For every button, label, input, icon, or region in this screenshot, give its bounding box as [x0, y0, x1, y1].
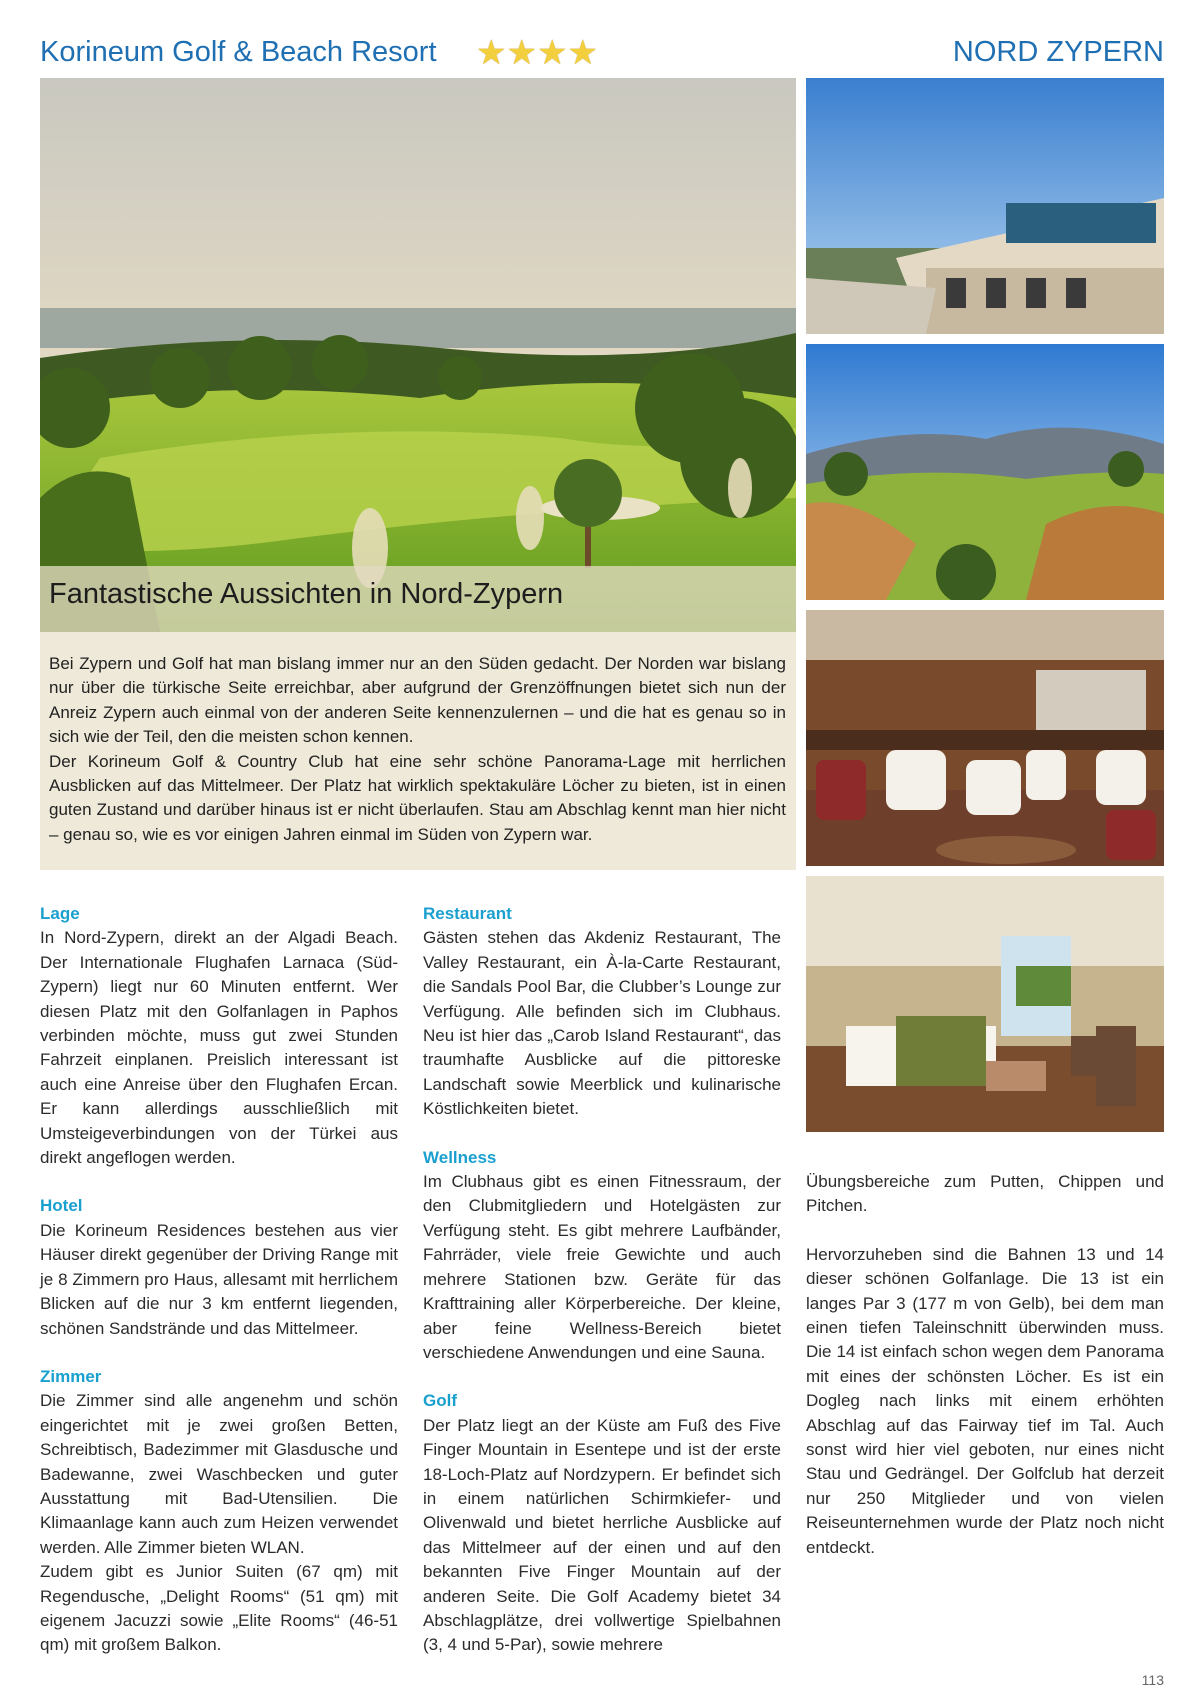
section-text-golf-continued: Übungsbereiche zum Putten, Chippen und Pitchen.: [806, 1172, 1164, 1216]
intro-paragraph: Bei Zypern und Golf hat man bislang immer nur an den Süden gedacht. Der Norden war bislang nur über die türkische Seite erreichbar, aber aufgrund der Grenzöffnungen bietet sich nun der Anreiz Zypern auch einmal von der anderen Seite kennenzulernen – und die hat es genau so in sich wie der Teil, den die meisten schon kennen.: [49, 654, 786, 747]
section-heading-zimmer: Zimmer: [40, 1366, 102, 1386]
star-icon: ★: [567, 34, 598, 72]
section-text-golf-holes: Hervorzuheben sind die Bahnen 13 und 14 dieser schönen Golfanlage. Die 13 ist ein langes Par 3 (177 m von Gelb), bei dem man einen tiefen Taleinschnitt überwinden muss. Die 14 ist einfach schon wegen dem Panorama mit eines der schönsten Löcher. Es ist ein Dogleg nach links mit einem erhöhten Abschlag auf das Fairway tief im Tal. Auch sonst wird hier viel geboten, nur eines nicht Stau und Gedrängel. Der Golfclub hat derzeit nur 250 Mitglieder und von vielen Reiseunternehmen wurde der Platz noch nicht entdeckt.: [806, 1244, 1164, 1557]
section-text-zimmer-suites: Zudem gibt es Junior Suiten (67 qm) mit Regendusche, „Delight Rooms“ (51 qm) mit eigenem Jacuzzi sowie „Elite Rooms“ (46-51 qm) mit großem Balkon.: [40, 1562, 398, 1655]
section-text-wellness: Im Clubhaus gibt es einen Fitnessraum, der den Clubmitgliedern und Hotelgästen zur Verfügung steht. Es gibt mehrere Laufbänder, Fahrräder, viele freie Gewichte und auch mehrere Stationen bzw. Geräte für das Krafttraining aller Körperbereiche. Der kleine, aber feine Wellness-Bereich bietet verschiedene Anwendungen und eine Sauna.: [423, 1172, 781, 1362]
section-heading-restaurant: Restaurant: [423, 904, 512, 923]
hero-caption: Fantastische Aussichten in Nord-Zypern: [49, 578, 564, 610]
column-left: [40, 902, 398, 1658]
hotel-room-image: [806, 876, 1164, 1132]
golf-valley-image: [806, 344, 1164, 600]
section-text-hotel: Die Korineum Residences bestehen aus vier Häuser direkt gegenüber der Driving Range mit je 8 Zimmern pro Haus, allesamt mit herrlichem Blicken auf die nur 3 km entfernt liegenden, schönen Sandstrände und das Mittelmeer.: [40, 1220, 398, 1338]
column-right: [806, 1170, 1164, 1560]
intro-box: [40, 632, 796, 870]
clubhouse-exterior-image: [806, 78, 1164, 334]
star-icon: ★: [536, 34, 568, 72]
section-text-golf: Der Platz liegt an der Küste am Fuß des Five Finger Mountain in Esentepe und ist der erste 18-Loch-Platz auf Nordzypern. Er befindet sich in einem natürlichen Schirmkiefer- und Olivenwald und bietet herrliche Ausblicke auf das Mittelmeer auf der einen und auf den bekannten Five Finger Mountain auf der anderen Seite. Die Golf Academy bietet 34 Abschlagplätze, drei vollwertige Spielbahnen (3, 4 und 5-Par), sowie mehrere: [423, 1415, 781, 1655]
section-heading-wellness: Wellness: [423, 1147, 497, 1167]
page-number: 113: [1141, 1672, 1164, 1688]
lounge-interior-image: [806, 610, 1164, 866]
star-rating: [476, 36, 598, 70]
intro-paragraph: Der Korineum Golf & Country Club hat eine sehr schöne Panorama-Lage mit herrlichen Ausblicken auf das Mittelmeer. Der Platz hat wirklich spektakuläre Löcher zu bieten, ist in einen guten Zustand und darüber hinaus ist er nicht überlaufen. Stau am Abschlag kennt man hier nicht – genau so, wie es vor einigen Jahren einmal im Süden von Zypern war.: [49, 751, 786, 844]
column-middle: [423, 902, 781, 1658]
section-heading-hotel: Hotel: [40, 1196, 83, 1216]
section-heading-lage: Lage: [40, 904, 80, 923]
section-heading-golf: Golf: [423, 1391, 457, 1411]
star-icon: ★: [506, 34, 537, 72]
region-label: NORD ZYPERN: [952, 36, 1164, 68]
section-text-restaurant: Gästen stehen das Akdeniz Restaurant, The Valley Restaurant, ein À-la-Carte Restaurant, die Sandals Pool Bar, die Clubber’s Lounge zur Verfügung. Alle befinden sich im Clubhaus. Neu ist hier das „Carob Island Restaurant“, das traumhafte Ausblicke auf die pittoreske Landschaft sowie Meerblick und kulinarische Köstlichkeiten bietet.: [423, 928, 781, 1119]
page-title: Korineum Golf & Beach Resort: [40, 36, 437, 68]
section-text-lage: In Nord-Zypern, direkt an der Algadi Beach. Der Internationale Flughafen Larnaca (Süd-Zypern) liegt nur 60 Minuten entfernt. Wer diesen Platz mit den Golfanlagen in Paphos verbinden möchte, muss gut zwei Stunden Fahrzeit einplanen. Preislich interessant ist auch eine Anreise über den Flughafen Ercan. Er kann allerdings ausschließlich mit Umsteigeverbindungen von der Türkei aus direkt angeflogen werden.: [40, 928, 398, 1168]
golf-course-hero-image: [40, 78, 796, 632]
section-text-zimmer: Die Zimmer sind alle angenehm und schön eingerichtet mit je zwei großen Betten, Schreibtisch, Badezimmer mit Glasdusche und Badewanne, zwei Waschbecken und guter Ausstattung mit Bad-Utensilien. Die Klimaanlage kann auch zum Heizen verwendet werden. Alle Zimmer bieten WLAN.: [40, 1391, 398, 1557]
hero-caption-bar: [40, 566, 796, 632]
star-icon: ★: [476, 34, 507, 72]
